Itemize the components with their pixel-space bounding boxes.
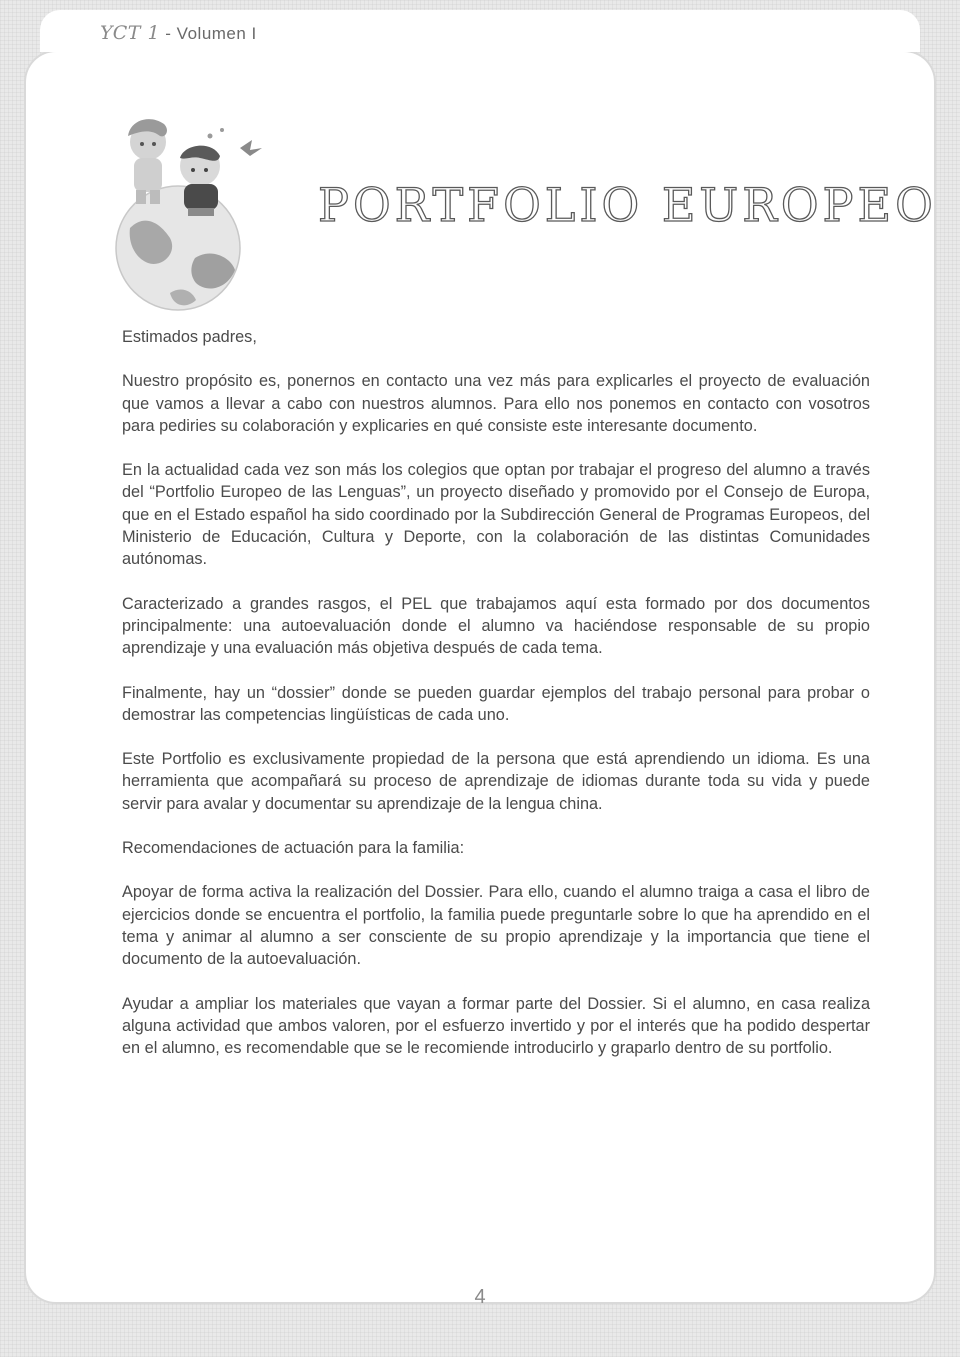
greeting: Estimados padres, bbox=[122, 328, 257, 346]
header-label bbox=[100, 22, 257, 44]
paragraph-purpose: Nuestro propósito es, ponernos en contacto una vez más para explicarles el proyecto de evaluación que vamos a llevar a cabo con nuestros alumnos. Para ello nos ponemos en contacto con vosotros para pediries su colaboración y explicaries en qué consiste este interesante documento. bbox=[122, 372, 870, 435]
recommendation-support: Apoyar de forma activa la realización del Dossier. Para ello, cuando el alumno traiga a casa el libro de ejercicios donde se encuentra el portfolio, la familia puede preguntarle sobre lo que ha aprendido en el tema y animar al alumno a ser consciente de su propio aprendizaje y la importancia que tiene el documento de la autoevaluación. bbox=[122, 883, 870, 969]
yct-logo: YCT 1 bbox=[100, 22, 161, 44]
paragraph-context: En la actualidad cada vez son más los colegios que optan por trabajar el progreso del alumno a través del “Portfolio Europeo de las Lenguas”, un proyecto diseñado y promovido por el Consejo de Europa, que en el Estado español ha sido coordinado por la Subdirección General de Programas Europeos, del Ministerio de Educación, Cultura y Deporte, con la colaboración de las distintas Comunidades autónomas. bbox=[122, 461, 870, 569]
recommendation-expand: Ayudar a ampliar los materiales que vayan a formar parte del Dossier. Si el alumno, en casa realiza alguna actividad que ambos valoren, por el esfuerzo invertido y por el interés que ha podido despertar en el alumno, es recomendable que se le recomiende introducirlo y graparlo dentro de su portfolio. bbox=[122, 994, 870, 1058]
recommendations-heading: Recomendaciones de actuación para la familia: bbox=[122, 839, 465, 858]
paragraph-dossier: Finalmente, hay un “dossier” donde se pueden guardar ejemplos del trabajo personal para probar o demostrar las competencias lingüísticas de cada uno. bbox=[122, 683, 870, 724]
children-on-globe-illustration bbox=[100, 108, 275, 313]
page-number: 4 bbox=[474, 1286, 486, 1308]
volume-label: - Volumen I bbox=[165, 24, 257, 43]
page-title: PORTFOLIO EUROPEO bbox=[318, 178, 937, 232]
letter-body bbox=[122, 326, 870, 1081]
paragraph-pel-description: Caracterizado a grandes rasgos, el PEL que trabajamos aquí esta formado por dos documentos principalmente: una autoevaluación donde el alumno va haciéndose responsable de su propio aprendizaje y una evaluación más objetiva después de cada tema. bbox=[122, 594, 870, 658]
paragraph-ownership: Este Portfolio es exclusivamente propiedad de la persona que está aprendiendo un idioma. Es una herramienta que acompañará su proceso de aprendizaje de idiomas durante toda su vida y puede servir para avalar y documentar su aprendizaje de la lengua china. bbox=[122, 750, 870, 813]
